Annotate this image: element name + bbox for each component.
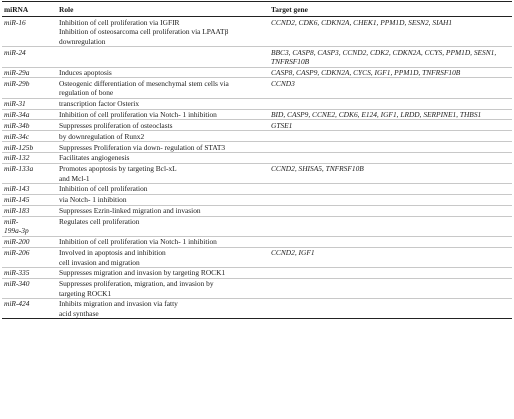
target-gene-cell xyxy=(269,98,512,109)
mirna-cell: miR-29a xyxy=(2,67,57,78)
table-row xyxy=(2,299,512,319)
mirna-cell: miR-132 xyxy=(2,153,57,164)
target-gene-cell xyxy=(269,142,512,153)
header-target-gene: Target gene xyxy=(269,2,512,17)
mirna-cell: miR-340 xyxy=(2,279,57,299)
role-cell xyxy=(57,109,269,120)
table-row xyxy=(2,109,512,120)
mirna-cell xyxy=(2,27,57,47)
table-body xyxy=(2,17,512,319)
role-cell xyxy=(57,27,269,47)
role-line: targeting ROCK1 xyxy=(59,288,112,298)
role-cell xyxy=(57,78,269,98)
role-cell xyxy=(57,184,269,195)
role-line: Inhibition of cell proliferation xyxy=(59,184,148,194)
role-line: Induces apoptosis xyxy=(59,67,112,77)
header-mirna: miRNA xyxy=(2,2,57,17)
target-gene-cell xyxy=(269,279,512,299)
target-gene-cell: BID, CASP9, CCNE2, CDK6, E124, IGF1, LRDD, SERPINE1, THBS1 xyxy=(269,109,512,120)
mirna-cell: miR-31 xyxy=(2,98,57,109)
mirna-cell: miR-133a xyxy=(2,163,57,183)
mirna-cell: miR-34c xyxy=(2,131,57,142)
table-row xyxy=(2,27,512,47)
role-line: Suppresses migration and invasion by targeting ROCK1 xyxy=(59,268,226,278)
role-line: via Notch- 1 inhibition xyxy=(59,195,127,205)
table-row xyxy=(2,195,512,206)
mirna-cell: miR-424 xyxy=(2,299,57,319)
role-cell xyxy=(57,120,269,131)
target-gene-cell: CCND2, SHISA5, TNFRSF10B xyxy=(269,163,512,183)
table-row xyxy=(2,47,512,67)
target-gene-cell: CCND2, CDK6, CDKN2A, CHEK1, PPM1D, SESN2, SIAH1 xyxy=(271,17,453,27)
role-line: transcription factor Osterix xyxy=(59,98,140,108)
table-row xyxy=(2,142,512,153)
role-line: cell invasion and migration xyxy=(59,257,140,267)
header-role: Role xyxy=(57,2,269,17)
mirna-cell xyxy=(2,216,57,236)
target-gene-cell: CCND3 xyxy=(269,78,512,98)
role-line: Osteogenic differentiation of mesenchymal stem cells via xyxy=(59,78,229,88)
table-row xyxy=(2,279,512,299)
mirna-cell: miR-183 xyxy=(2,205,57,216)
role-line: Suppresses proliferation, migration, and invasion by xyxy=(59,279,214,289)
target-gene-cell xyxy=(269,268,512,279)
role-cell xyxy=(57,268,269,279)
role-cell xyxy=(57,153,269,164)
mirna-cell: miR-24 xyxy=(2,47,57,67)
table-row xyxy=(2,153,512,164)
role-cell xyxy=(57,216,269,236)
role-line: Inhibition of cell proliferation via Notch- 1 inhibition xyxy=(59,237,217,247)
role-cell xyxy=(57,237,269,248)
role-line: Involved in apoptosis and inhibition xyxy=(59,248,166,258)
table-row xyxy=(2,67,512,78)
role-cell xyxy=(57,163,269,183)
mirna-cell: miR-335 xyxy=(2,268,57,279)
role-line: Facilitates angiogenesis xyxy=(59,153,130,163)
mirna-cell: miR-200 xyxy=(2,237,57,248)
mirna-cell: miR-125b xyxy=(2,142,57,153)
header-row xyxy=(2,2,512,17)
target-gene-cell xyxy=(269,153,512,164)
table-row xyxy=(2,17,512,27)
mirna-cell: miR-143 xyxy=(2,184,57,195)
target-gene-cell: BBC3, CASP8, CASP3, CCND2, CDK2, CDKN2A, CCYS, PPM1D, SESN1, TNFRSF10B xyxy=(269,47,512,67)
table-row xyxy=(2,237,512,248)
target-gene-cell xyxy=(269,131,512,142)
role-cell xyxy=(57,205,269,216)
mirna-cell: miR-206 xyxy=(2,247,57,267)
role-cell xyxy=(57,67,269,78)
role-line: regulation of bone xyxy=(59,88,114,98)
role-cell xyxy=(57,98,269,109)
role-cell xyxy=(57,47,269,67)
role-cell xyxy=(57,142,269,153)
table-row xyxy=(2,131,512,142)
mirna-cell: miR-29b xyxy=(2,78,57,98)
target-gene-cell xyxy=(269,237,512,248)
mirna-name-line: 199a-3p xyxy=(4,226,29,236)
target-gene-cell xyxy=(269,299,512,319)
table-row xyxy=(2,163,512,183)
role-line: downregulation xyxy=(59,36,106,46)
table-row xyxy=(2,98,512,109)
role-cell xyxy=(57,299,269,319)
role-line: Regulates cell proliferation xyxy=(59,217,140,227)
role-line: Suppresses Proliferation via down- regulation of STAT3 xyxy=(59,142,226,152)
role-cell xyxy=(57,195,269,206)
table-row xyxy=(2,247,512,267)
role-line: Suppresses proliferation of osteoclasts xyxy=(59,120,173,130)
target-gene-cell: CASP8, CASP9, CDKN2A, CYCS, IGF1, PPM1D, TNFRSF10B xyxy=(269,67,512,78)
mirna-cell: miR-34a xyxy=(2,109,57,120)
target-gene-cell xyxy=(269,27,512,47)
table-row xyxy=(2,268,512,279)
role-line: by downregulation of Runx2 xyxy=(59,131,145,141)
table-row xyxy=(2,78,512,98)
role-cell xyxy=(57,247,269,267)
target-gene-cell xyxy=(269,216,512,236)
role-line: and Mcl-1 xyxy=(59,173,90,183)
role-cell xyxy=(57,17,269,27)
role-line: acid synthase xyxy=(59,308,99,318)
role-line: Inhibition of cell proliferation via IGFIR xyxy=(59,17,180,27)
mirna-table xyxy=(2,1,512,319)
role-line: Inhibition of cell proliferation via Notch- 1 inhibition xyxy=(59,109,217,119)
table-row xyxy=(2,205,512,216)
mirna-cell: miR-145 xyxy=(2,195,57,206)
target-gene-cell: CCND2, IGF1 xyxy=(269,247,512,267)
mirna-cell: miR-34b xyxy=(2,120,57,131)
table-row xyxy=(2,120,512,131)
table-row xyxy=(2,184,512,195)
target-gene-cell: GTSE1 xyxy=(269,120,512,131)
role-line: Inhibits migration and invasion via fatty xyxy=(59,299,178,309)
target-gene-cell xyxy=(269,205,512,216)
role-line: Inhibition of osteosarcoma cell proliferation via LPAATβ xyxy=(59,27,229,37)
table-row xyxy=(2,216,512,236)
role-cell xyxy=(57,279,269,299)
target-gene-cell xyxy=(269,195,512,206)
role-line: Promotes apoptosis by targeting Bcl-xL xyxy=(59,164,177,174)
target-gene-cell xyxy=(269,184,512,195)
role-cell xyxy=(57,131,269,142)
role-line: Suppresses Ezrin-linked migration and invasion xyxy=(59,206,201,216)
mirna-name-line: miR- xyxy=(4,217,19,227)
mirna-cell: miR-16 xyxy=(4,17,26,27)
